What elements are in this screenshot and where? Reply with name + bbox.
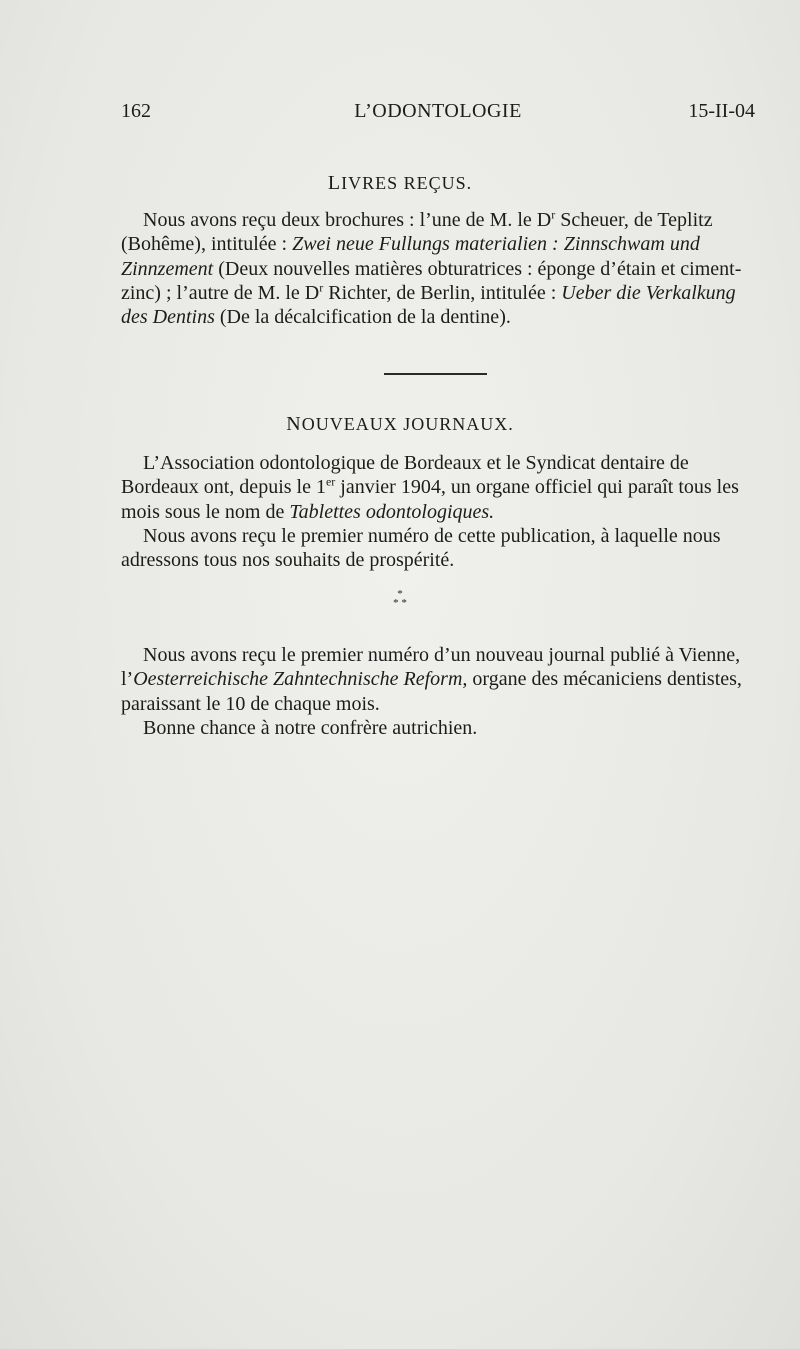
paragraph: Nous avons reçu deux brochures : l’une de M. le $D^r$ Scheuer, de Teplitz (Bohême), intitulée : Zwei neue Fullungs materialien : Zinnschwam und Zinnzement (Deux nouvelles matières obturatrices : éponge d’étain et ciment-zinc) ; l’autre de M. le $D^r$ Richter, de Berlin, intitulée : Ueber die Verkalkung des Dentins (De la décalcification de la dentine). <box>121 207 742 329</box>
section-body-livres-recus <box>121 208 755 329</box>
running-title: L’ODONTOLOGIE <box>354 100 522 122</box>
journal-title: Oesterreichische Zahntechnische Reform, <box>133 668 468 691</box>
paragraph: Nous avons reçu le premier numéro d’un nouveau journal publié à Vienne, l’Oesterreichische Zahntechnische Reform, organe des mécaniciens dentistes, paraissant le 10 de chaque mois. <box>121 644 742 715</box>
page-number: 162 <box>121 100 151 122</box>
journal-title: Tablettes odontologiques. <box>289 500 495 523</box>
asterism: * * * <box>393 588 407 609</box>
section-body-nouveaux-journaux <box>121 451 755 572</box>
section-title-nouveaux-journaux: NOUVEAUX JOURNAUX. <box>286 413 514 435</box>
book-title: Ueber die Verkalkung des Dentins <box>121 281 736 329</box>
section-divider <box>384 373 487 375</box>
section-body-continued <box>121 643 755 740</box>
section-title-livres-recus: LIVRES REÇUS. <box>327 172 473 194</box>
paragraph: Bonne chance à notre confrère autrichien. <box>143 716 478 739</box>
book-title: Zwei neue Fullungs materialien : Zinnschwam und Zinnzement <box>121 233 700 280</box>
paragraph: L’Association odontologique de Bordeaux et le Syndicat dentaire de Bordeaux ont, depuis le 1er janvier 1904, un organe officiel qui paraît tous les mois sous le nom de Tablettes odontologiques. <box>121 452 739 523</box>
paragraph: Nous avons reçu le premier numéro de cette publication, à laquelle nous adressons tous nos souhaits de prospérité. <box>121 524 721 572</box>
running-header <box>121 100 755 130</box>
issue-date: 15-II-04 <box>688 100 755 122</box>
